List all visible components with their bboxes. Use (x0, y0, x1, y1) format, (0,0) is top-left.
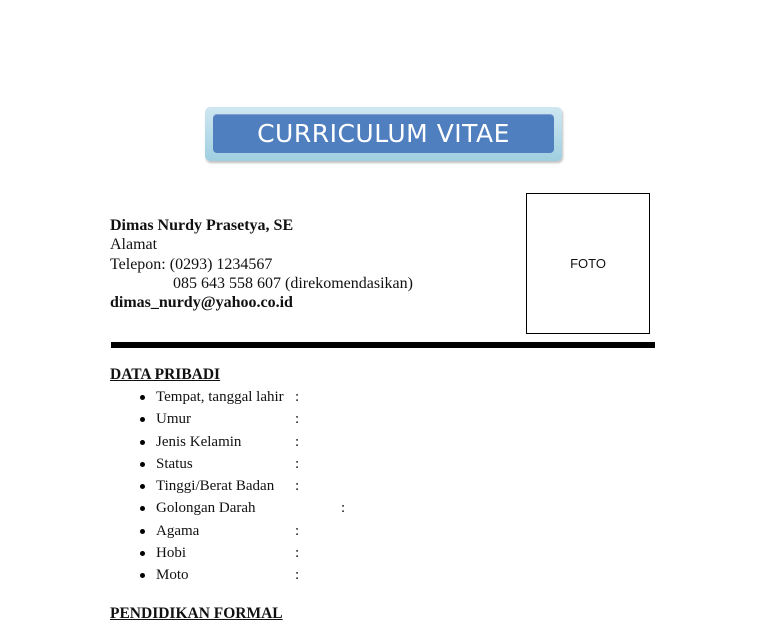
field-colon: : (341, 500, 346, 517)
applicant-name: Dimas Nurdy Prasetya, SE (110, 217, 294, 234)
bullet-icon (140, 462, 145, 467)
mobile-line: 085 643 558 607 (direkomendasikan) (173, 274, 413, 292)
data-pribadi-heading: DATA PRIBADI (110, 366, 221, 383)
bullet-icon (140, 395, 145, 400)
photo-label: FOTO (570, 256, 606, 271)
field-label: Golongan Darah (156, 500, 256, 517)
document-title: CURRICULUM VITAE (257, 119, 510, 148)
field-colon: : (295, 478, 300, 495)
title-banner-inner (213, 114, 554, 153)
bullet-icon (140, 417, 145, 422)
section-divider (111, 342, 655, 348)
title-banner (205, 107, 562, 161)
bullet-icon (140, 551, 145, 556)
email-address: dimas_nurdy@yahoo.co.id (110, 294, 293, 312)
bullet-icon (140, 573, 145, 578)
field-label: Hobi (156, 545, 186, 562)
field-colon: : (295, 455, 300, 472)
field-colon: : (295, 389, 300, 405)
field-label: Tinggi/Berat Badan (156, 478, 275, 495)
field-label: Umur (156, 411, 191, 428)
contact-block (110, 216, 413, 312)
pendidikan-formal-heading: PENDIDIKAN FORMAL (110, 605, 283, 622)
field-colon: : (295, 567, 300, 584)
field-colon: : (295, 433, 300, 450)
field-colon: : (295, 522, 300, 539)
field-label: Agama (156, 522, 200, 539)
bullet-icon (140, 440, 145, 445)
field-label: Tempat, tanggal lahir (156, 389, 284, 405)
photo-placeholder (526, 193, 650, 334)
field-colon: : (295, 411, 300, 428)
field-colon: : (295, 545, 300, 562)
bullet-icon (140, 484, 145, 489)
phone-line: Telepon: (0293) 1234567 (110, 255, 273, 273)
field-label: Moto (156, 567, 189, 584)
field-label: Jenis Kelamin (156, 433, 242, 450)
field-label: Status (156, 455, 193, 472)
bullet-icon (140, 506, 145, 511)
address-label: Alamat (110, 236, 158, 254)
bullet-icon (140, 529, 145, 534)
